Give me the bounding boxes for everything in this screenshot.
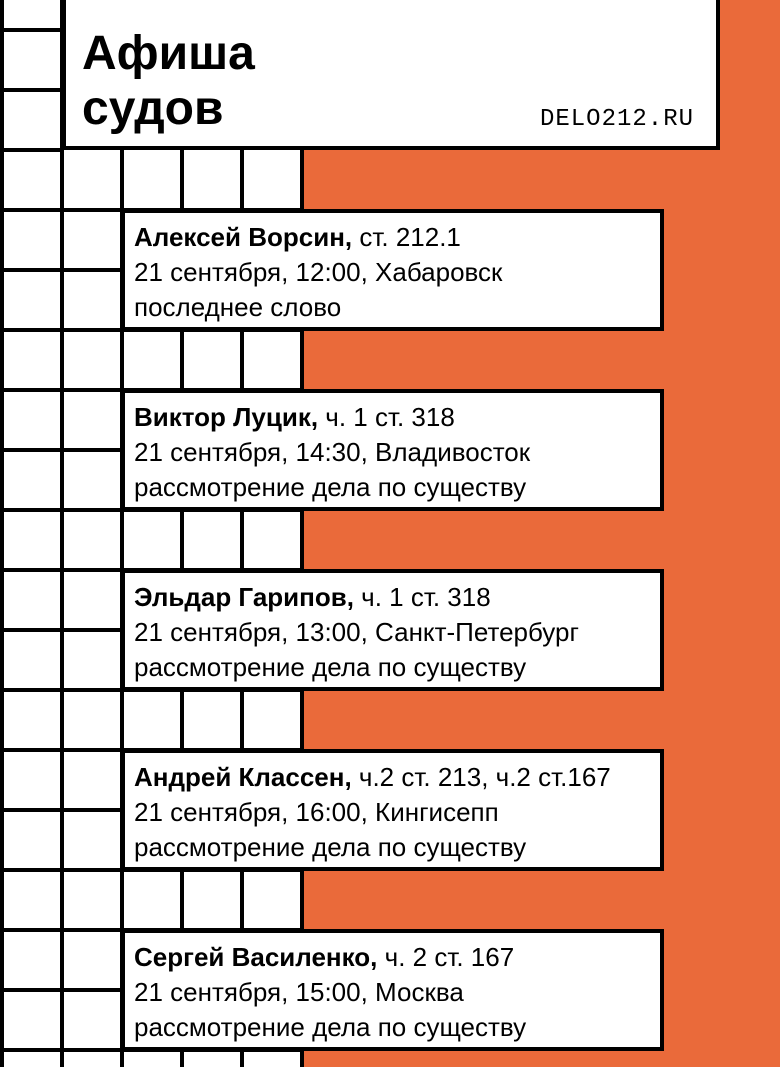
case-article: ч.2 ст. 213, ч.2 ст.167	[351, 762, 611, 792]
defendant-name: Виктор Луцик,	[134, 402, 319, 432]
case-line	[134, 940, 660, 975]
hearing-date-place: 21 сентября, 15:00, Москва	[134, 977, 464, 1007]
case-article: ч. 1 ст. 318	[318, 402, 455, 432]
court-card	[121, 389, 664, 511]
hearing-date-place: 21 сентября, 16:00, Кингисепп	[134, 797, 499, 827]
defendant-name: Андрей Классен,	[134, 762, 352, 792]
hearing-stage: последнее слово	[134, 292, 342, 322]
court-card	[121, 569, 664, 691]
case-article: ч. 2 ст. 167	[377, 942, 515, 972]
title-line-1: Афиша	[82, 27, 255, 80]
case-line	[134, 760, 660, 795]
page-title	[82, 26, 255, 136]
case-article: ч. 1 ст. 318	[353, 582, 491, 612]
defendant-name: Эльдар Гарипов,	[134, 582, 354, 612]
grid-lines	[0, 0, 302, 1067]
hearing-stage: рассмотрение дела по существу	[134, 832, 527, 862]
court-card	[121, 209, 664, 331]
case-line	[134, 400, 660, 435]
hearing-date-place: 21 сентября, 14:30, Владивосток	[134, 437, 531, 467]
case-line	[134, 580, 660, 615]
court-card	[121, 929, 664, 1051]
hearing-date-place: 21 сентября, 12:00, Хабаровск	[134, 257, 503, 287]
hearing-date-place: 21 сентября, 13:00, Санкт-Петербург	[134, 617, 579, 647]
case-line	[134, 220, 660, 255]
accent-background	[302, 0, 780, 1067]
title-line-2: судов	[82, 82, 224, 135]
site-url: DELO212.RU	[539, 106, 694, 133]
defendant-name: Сергей Василенко,	[134, 942, 378, 972]
court-card	[121, 749, 664, 871]
defendant-name: Алексей Ворсин,	[134, 222, 353, 252]
case-article: ст. 212.1	[352, 222, 461, 252]
hearing-stage: рассмотрение дела по существу	[134, 1012, 527, 1042]
header-panel	[62, 0, 720, 150]
hearing-stage: рассмотрение дела по существу	[134, 652, 527, 682]
hearing-stage: рассмотрение дела по существу	[134, 472, 527, 502]
